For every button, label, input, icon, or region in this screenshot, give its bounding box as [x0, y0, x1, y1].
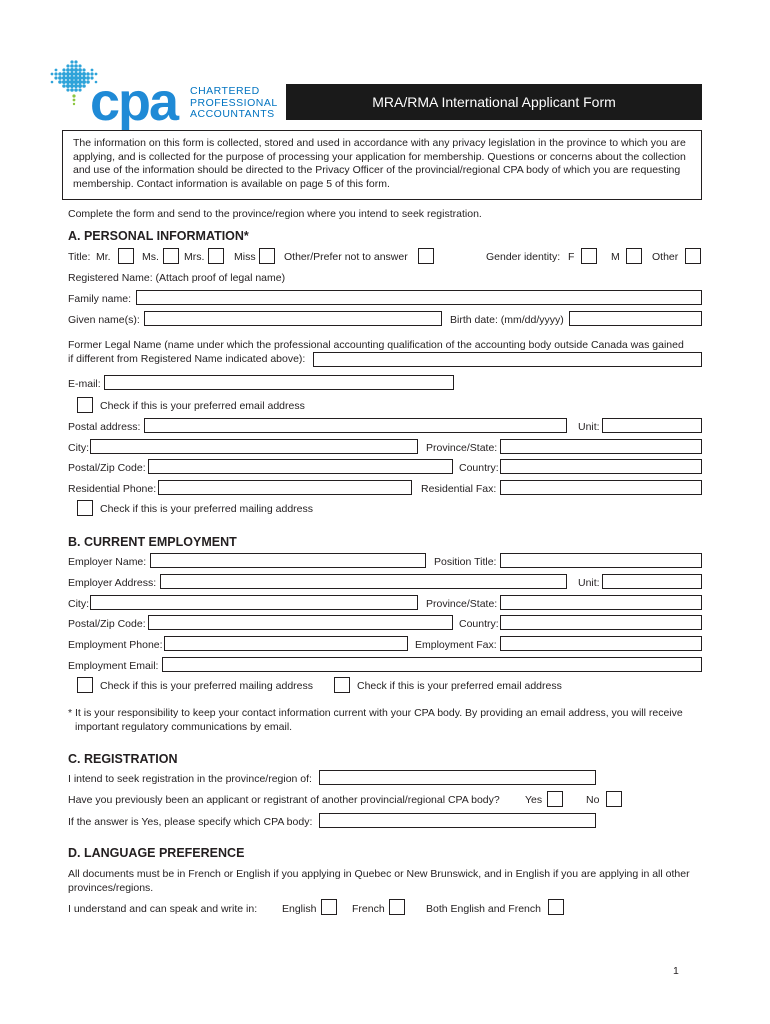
privacy-notice-text: The information on this form is collected, stored and used in accordance with any privacy legislation in the province to which you are applying, and is collected for the purpose of processing your application for membership. Questions or concerns about the collection and use of the information should be directed to the Privacy Officer of the provincial/regional CPA body of which you are requesting membership. Contact information is available on page 5 of this form. [73, 137, 686, 190]
email-field[interactable] [104, 375, 454, 390]
gender-f-checkbox[interactable] [581, 248, 597, 264]
title-ms-label: Ms. [142, 251, 159, 263]
gender-m-checkbox[interactable] [626, 248, 642, 264]
province-state-label: Province/State: [426, 442, 498, 454]
employer-country-field[interactable] [500, 615, 702, 630]
previous-yes-label: Yes [525, 794, 543, 806]
residential-fax-field[interactable] [500, 480, 702, 495]
gender-other-checkbox[interactable] [685, 248, 701, 264]
postal-zip-field[interactable] [148, 459, 453, 474]
employer-postal-field[interactable] [148, 615, 453, 630]
employer-city-label: City: [68, 598, 89, 610]
employer-unit-label: Unit: [578, 577, 600, 589]
employment-mailing-preferred-label: Check if this is your preferred mailing address [100, 680, 314, 692]
gender-f-label: F [568, 251, 575, 263]
previous-yes-checkbox[interactable] [547, 791, 563, 807]
city-field[interactable] [90, 439, 418, 454]
logo-line-1: CHARTERED [190, 85, 260, 97]
province-state-field[interactable] [500, 439, 702, 454]
language-english-checkbox[interactable] [321, 899, 337, 915]
employment-mailing-preferred-checkbox[interactable] [77, 677, 93, 693]
birth-date-field[interactable] [569, 311, 702, 326]
employer-postal-label: Postal/Zip Code: [68, 618, 146, 630]
section-d-heading: D. LANGUAGE PREFERENCE [68, 846, 245, 860]
employer-address-field[interactable] [160, 574, 567, 589]
residential-phone-label: Residential Phone: [68, 483, 157, 495]
former-name-label-line1: Former Legal Name (name under which the professional accounting qualification of the accounting body outside Canada was gained [68, 339, 684, 351]
instructions: Complete the form and send to the province/region where you intend to seek registration. [68, 208, 482, 220]
employer-city-field[interactable] [90, 595, 418, 610]
logo-wordmark [190, 86, 278, 121]
unit-field[interactable] [602, 418, 702, 433]
employment-phone-label: Employment Phone: [68, 639, 163, 651]
residential-fax-label: Residential Fax: [421, 483, 497, 495]
employment-email-field[interactable] [162, 657, 702, 672]
postal-address-label: Postal address: [68, 421, 141, 433]
title-mr-checkbox[interactable] [118, 248, 134, 264]
employment-email-preferred-label: Check if this is your preferred email address [357, 680, 562, 692]
language-understand-label: I understand and can speak and write in: [68, 903, 258, 915]
position-title-field[interactable] [500, 553, 702, 568]
employment-email-label: Employment Email: [68, 660, 159, 672]
intend-registration-label: I intend to seek registration in the province/region of: [68, 773, 312, 785]
logo-line-3: ACCOUNTANTS [190, 108, 275, 120]
responsibility-note-line1: * It is your responsibility to keep your contact information current with your CPA body. By providing an email address, you will receive [68, 707, 683, 719]
previous-applicant-label: Have you previously been an applicant or registrant of another provincial/regional CPA body? [68, 794, 500, 806]
gender-identity-label: Gender identity: [486, 251, 561, 263]
language-french-label: French [352, 903, 385, 915]
section-b-heading: B. CURRENT EMPLOYMENT [68, 535, 237, 549]
employment-fax-field[interactable] [500, 636, 702, 651]
employer-country-label: Country: [459, 618, 499, 630]
language-french-checkbox[interactable] [389, 899, 405, 915]
title-ms-checkbox[interactable] [163, 248, 179, 264]
family-name-field[interactable] [136, 290, 702, 305]
residential-phone-field[interactable] [158, 480, 412, 495]
employment-phone-field[interactable] [164, 636, 408, 651]
language-note-line1: All documents must be in French or English if you applying in Quebec or New Brunswick, and in English if you are applying in all other [68, 868, 690, 880]
section-a-heading: A. PERSONAL INFORMATION* [68, 229, 249, 243]
employment-fax-label: Employment Fax: [415, 639, 497, 651]
email-preferred-checkbox[interactable] [77, 397, 93, 413]
family-name-label: Family name: [68, 293, 132, 305]
mailing-preferred-label: Check if this is your preferred mailing address [100, 503, 314, 515]
country-label: Country: [459, 462, 499, 474]
postal-address-field[interactable] [144, 418, 567, 433]
language-english-label: English [282, 903, 317, 915]
email-preferred-label: Check if this is your preferred email address [100, 400, 305, 412]
postal-zip-label: Postal/Zip Code: [68, 462, 146, 474]
employer-province-label: Province/State: [426, 598, 498, 610]
employer-unit-field[interactable] [602, 574, 702, 589]
title-other-checkbox[interactable] [418, 248, 434, 264]
city-label: City: [68, 442, 89, 454]
title-miss-checkbox[interactable] [259, 248, 275, 264]
former-name-label-line2: if different from Registered Name indicated above): [68, 353, 306, 365]
employer-address-label: Employer Address: [68, 577, 157, 589]
given-names-field[interactable] [144, 311, 442, 326]
language-note-line2: provinces/regions. [68, 882, 154, 894]
title-miss-label: Miss [234, 251, 256, 263]
title-mrs-checkbox[interactable] [208, 248, 224, 264]
title-label: Title: [68, 251, 91, 263]
language-both-label: Both English and French [426, 903, 541, 915]
previous-no-checkbox[interactable] [606, 791, 622, 807]
specify-cpa-body-field[interactable] [319, 813, 596, 828]
email-label: E-mail: [68, 378, 101, 390]
logo-line-2: PROFESSIONAL [190, 96, 278, 109]
position-title-label: Position Title: [434, 556, 497, 568]
registered-name-label: Registered Name: (Attach proof of legal name) [68, 272, 286, 284]
birth-date-label: Birth date: (mm/dd/yyyy) [450, 314, 564, 326]
employer-name-label: Employer Name: [68, 556, 147, 568]
former-name-field[interactable] [313, 352, 702, 367]
employment-email-preferred-checkbox[interactable] [334, 677, 350, 693]
page-number: 1 [673, 965, 679, 977]
gender-other-label: Other [652, 251, 679, 263]
title-mrs-label: Mrs. [184, 251, 205, 263]
language-both-checkbox[interactable] [548, 899, 564, 915]
country-field[interactable] [500, 459, 702, 474]
employer-province-field[interactable] [500, 595, 702, 610]
mailing-preferred-checkbox[interactable] [77, 500, 93, 516]
previous-no-label: No [586, 794, 600, 806]
privacy-notice-box [62, 130, 702, 200]
given-names-label: Given name(s): [68, 314, 140, 326]
title-other-label: Other/Prefer not to answer [284, 251, 408, 263]
responsibility-note-line2: important regulatory communications by email. [75, 721, 293, 733]
logo-letters: cpa [90, 72, 178, 132]
section-c-heading: C. REGISTRATION [68, 752, 178, 766]
specify-cpa-body-label: If the answer is Yes, please specify which CPA body: [68, 816, 313, 828]
gender-m-label: M [611, 251, 620, 263]
title-mr-label: Mr. [96, 251, 111, 263]
unit-label: Unit: [578, 421, 600, 433]
employer-name-field[interactable] [150, 553, 426, 568]
intend-registration-field[interactable] [319, 770, 596, 785]
form-title: MRA/RMA International Applicant Form [286, 84, 702, 120]
